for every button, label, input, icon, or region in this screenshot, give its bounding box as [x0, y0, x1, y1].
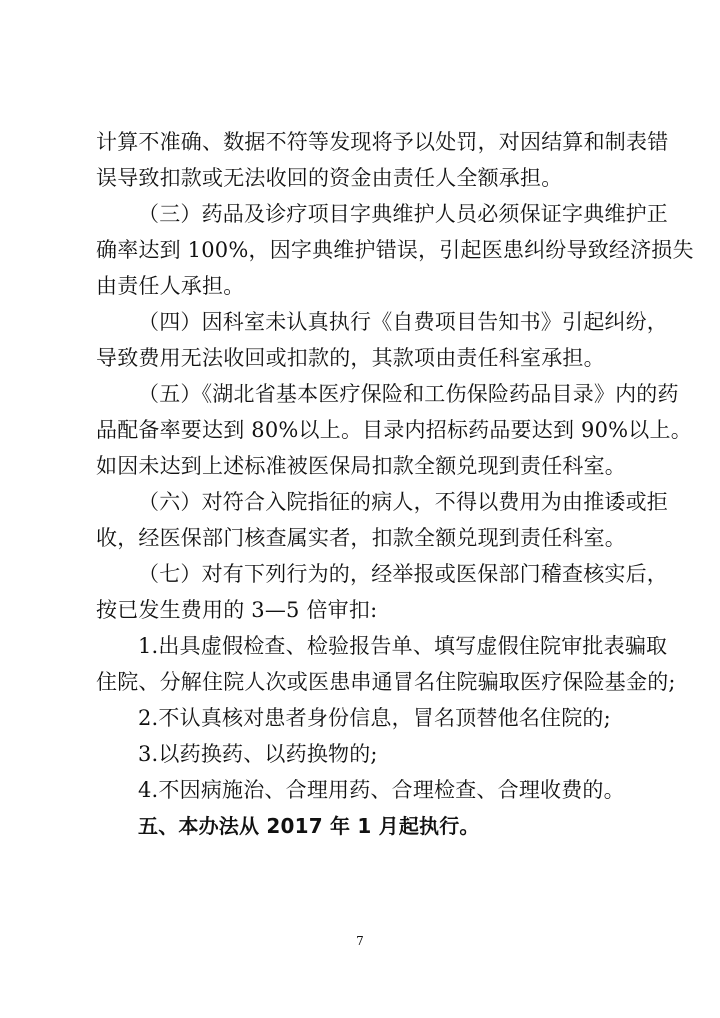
text-line: 住院、分解住院人次或医患串通冒名住院骗取医疗保险基金的;	[96, 670, 676, 694]
text-line: （七）对有下列行为的，经举报或医保部门稽查核实后，	[138, 562, 668, 586]
text-line: 4.不因病施治、合理用药、合理检查、合理收费的。	[138, 778, 625, 802]
text-line: 1.出具虚假检查、检验报告单、填写虚假住院审批表骗取	[138, 634, 668, 658]
text-line: 计算不准确、数据不符等发现将予以处罚，对因结算和制表错	[96, 130, 669, 154]
text-line: 按已发生费用的 3—5 倍审扣:	[96, 598, 378, 622]
text-line: 误导致扣款或无法收回的资金由责任人全额承担。	[96, 166, 563, 190]
text-line: 品配备率要达到 80%以上。目录内招标药品要达到 90%以上。	[96, 418, 692, 442]
text-line: （五）《湖北省基本医疗保险和工伤保险药品目录》内的药	[138, 382, 679, 406]
text-line: 2.不认真核对患者身份信息，冒名顶替他名住院的;	[138, 706, 611, 730]
text-line: （六）对符合入院指征的病人，不得以费用为由推诿或拒	[138, 490, 668, 514]
text-line: 确率达到 100%，因字典维护错误，引起医患纠纷导致经济损失	[96, 238, 694, 262]
section-heading: 五、本办法从 2017 年 1 月起执行。	[138, 814, 480, 838]
body-text	[96, 124, 694, 844]
text-line: （四）因科室未认真执行《自费项目告知书》引起纠纷，	[138, 310, 668, 334]
text-line: 如因未达到上述标准被医保局扣款全额兑现到责任科室。	[96, 454, 626, 478]
text-line: 由责任人承担。	[96, 274, 245, 298]
page-number: 7	[356, 934, 364, 948]
text-line: 3.以药换药、以药换物的;	[138, 742, 378, 766]
text-line: 收，经医保部门核查属实者，扣款全额兑现到责任科室。	[96, 526, 626, 550]
text-line: 导致费用无法收回或扣款的，其款项由责任科室承担。	[96, 346, 605, 370]
text-line: （三）药品及诊疗项目字典维护人员必须保证字典维护正	[138, 202, 668, 226]
